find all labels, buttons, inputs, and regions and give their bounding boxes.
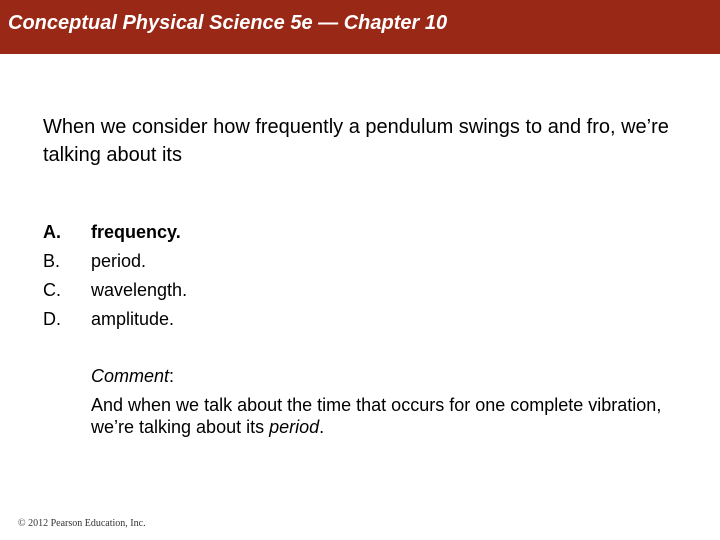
option-d-text: amplitude. <box>91 309 175 329</box>
slide-title: Conceptual Physical Science 5e — Chapter 10 <box>8 12 448 34</box>
option-b-letter: B. <box>43 251 61 271</box>
comment-text <box>91 394 671 438</box>
slide-header-bar <box>0 0 720 54</box>
option-a-text: frequency. <box>91 222 181 242</box>
option-c-text: wavelength. <box>91 280 188 300</box>
comment-text-end: . <box>319 417 325 437</box>
option-c-letter: C. <box>43 280 61 300</box>
copyright-notice: © 2012 Pearson Education, Inc. <box>18 518 146 529</box>
question-text: When we consider how frequently a pendulum swings to and fro, we’re talking about its <box>43 116 669 166</box>
option-b-text: period. <box>91 251 147 271</box>
comment-text-main: And when we talk about the time that occurs for one complete vibration, we’re talking about its <box>91 395 662 437</box>
comment-label-colon: : <box>169 366 175 386</box>
option-a-letter: A. <box>43 222 61 242</box>
comment-label-word: Comment <box>91 366 170 386</box>
option-d-letter: D. <box>43 309 61 329</box>
comment-emphasis: period <box>269 417 320 437</box>
comment-label <box>91 366 174 387</box>
